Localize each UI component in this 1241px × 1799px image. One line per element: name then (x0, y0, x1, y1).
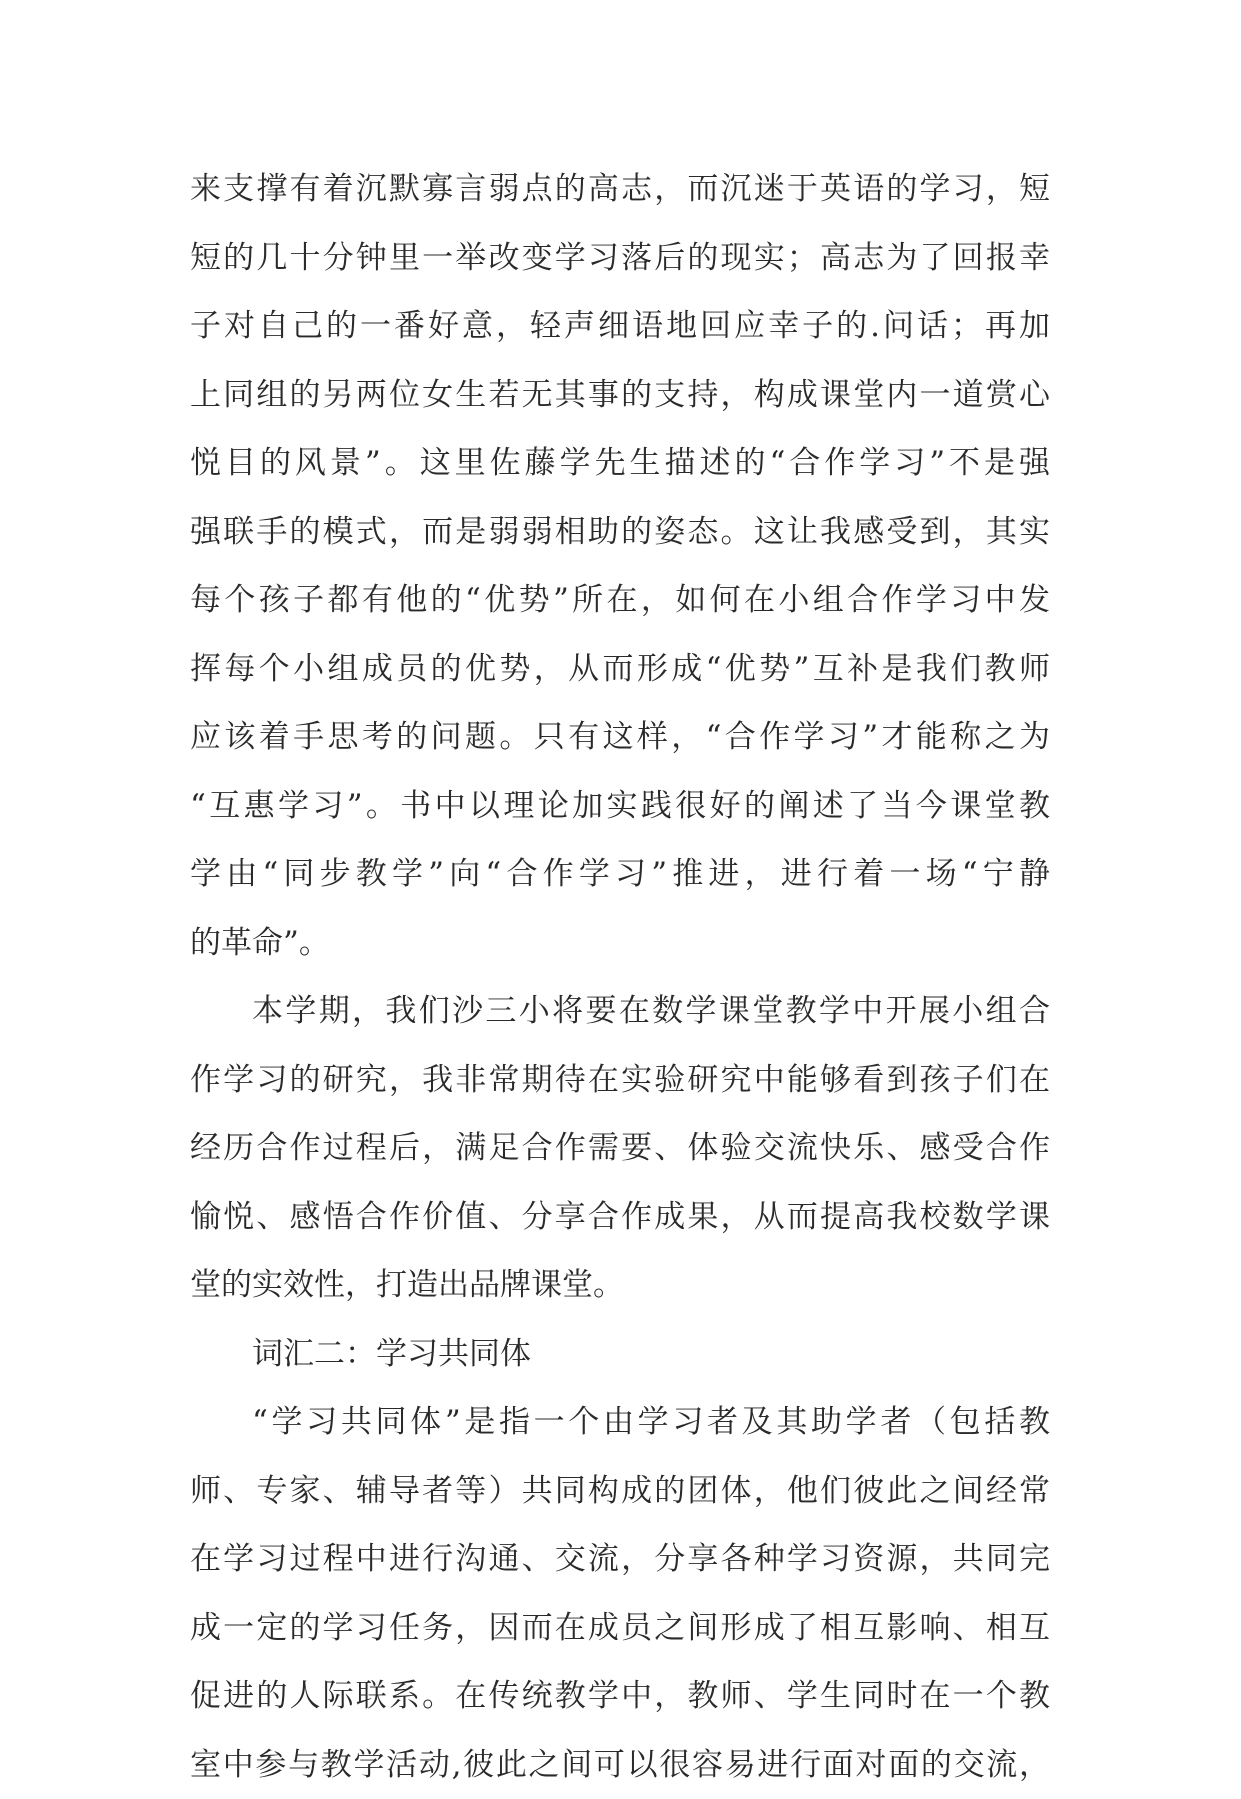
text-line: 应该着手思考的问题。只有这样，“合作学习”才能称之为 (190, 703, 1050, 772)
text-line: 强联手的模式，而是弱弱相助的姿态。这让我感受到，其实 (190, 498, 1050, 567)
text-line: 来支撑有着沉默寡言弱点的高志，而沉迷于英语的学习，短 (190, 155, 1050, 224)
text-line: “学习共同体”是指一个由学习者及其助学者（包括教 (190, 1388, 1050, 1457)
text-line: “互惠学习”。书中以理论加实践很好的阐述了当今课堂教 (190, 772, 1050, 841)
text-line: 本学期，我们沙三小将要在数学课堂教学中开展小组合 (190, 977, 1050, 1046)
text-line: 愉悦、感悟合作价值、分享合作成果，从而提高我校数学课 (190, 1183, 1050, 1252)
text-line: 堂的实效性，打造出品牌课堂。 (190, 1251, 1050, 1320)
text-line: 经历合作过程后，满足合作需要、体验交流快乐、感受合作 (190, 1114, 1050, 1183)
text-line: 挥每个小组成员的优势，从而形成“优势”互补是我们教师 (190, 635, 1050, 704)
text-line: 作学习的研究，我非常期待在实验研究中能够看到孩子们在 (190, 1046, 1050, 1115)
text-line: 的革命”。 (190, 909, 1050, 978)
text-line: 成一定的学习任务，因而在成员之间形成了相互影响、相互 (190, 1594, 1050, 1663)
text-line: 师、专家、辅导者等）共同构成的团体，他们彼此之间经常 (190, 1457, 1050, 1526)
text-line: 每个孩子都有他的“优势”所在，如何在小组合作学习中发 (190, 566, 1050, 635)
text-line: 上同组的另两位女生若无其事的支持，构成课堂内一道赏心 (190, 361, 1050, 430)
text-line: 学由“同步教学”向“合作学习”推进，进行着一场“宁静 (190, 840, 1050, 909)
text-line: 在学习过程中进行沟通、交流，分享各种学习资源，共同完 (190, 1525, 1050, 1594)
text-line: 词汇二：学习共同体 (190, 1320, 1050, 1389)
text-line: 子对自己的一番好意，轻声细语地回应幸子的.问话；再加 (190, 292, 1050, 361)
text-line: 促进的人际联系。在传统教学中，教师、学生同时在一个教 (190, 1662, 1050, 1731)
text-line: 短的几十分钟里一举改变学习落后的现实；高志为了回报幸 (190, 224, 1050, 293)
text-line: 室中参与教学活动,彼此之间可以很容易进行面对面的交流， (190, 1731, 1050, 1799)
document-body (190, 155, 1050, 1799)
text-line: 悦目的风景”。这里佐藤学先生描述的“合作学习”不是强 (190, 429, 1050, 498)
